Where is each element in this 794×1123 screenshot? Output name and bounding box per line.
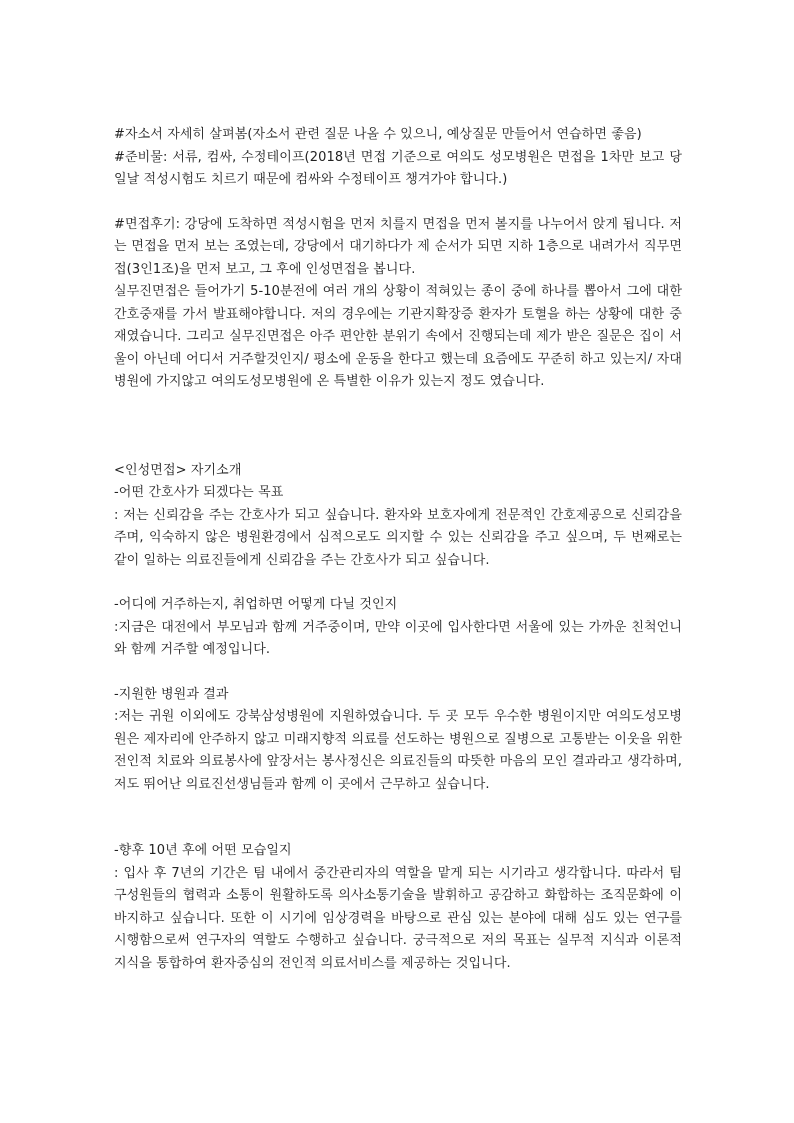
materials-note: #준비물: 서류, 컴싸, 수정테이프(2018년 면접 기준으로 여의도 성모병원은 면접을 1차만 보고 당일날 적성시험도 치르기 때문에 컴싸와 수정테이프 챙겨가야 합니다.) [114, 149, 682, 187]
personality-heading: <인성면접> 자기소개 [114, 462, 242, 478]
answer-3: :저는 귀원 이외에도 강북삼성병원에 지원하였습니다. 두 곳 모두 우수한 병원이지만 여의도성모병원은 제자리에 안주하지 않고 미래지향적 의료를 선도하는 병원으로 질병으로 고통받는 이웃을 위한 전인적 치료와 의료봉사에 앞장서는 봉사정신은 의료진들의 따뜻한 마음의 모인 결과라고 생각하며, 저도 뛰어난 의료진선생님들과 함께 이 곳에서 근무하고 싶습니다. [114, 709, 687, 792]
answer-4: : 입사 후 7년의 기간은 팀 내에서 중간관리자의 역할을 맡게 되는 시기라고 생각합니다. 따라서 팀 구성원들의 협력과 소통이 원활하도록 의사소통기술을 발휘하고 공감하고 화합하는 조직문화에 이바지하고 싶습니다. 또한 이 시기에 임상경력을 바탕으로 관심 있는 분야에 대해 심도 있는 연구를 시행함으로써 연구자의 역할도 수행하고 싶습니다. 궁극적으로 저의 목표는 실무적 지식과 이론적 지식을 통합하여 환자중심의 전인적 의료서비스를 제공하는 것입니다. [114, 865, 687, 971]
question-4: -향후 10년 후에 어떤 모습일지 [114, 843, 292, 858]
review-paragraph-2: 실무진면접은 들어가기 5-10분전에 여러 개의 상황이 적혀있는 종이 중에 하나를 뽑아서 그에 대한 간호중재를 가서 발표해야합니다. 저의 경우에는 기관지확장증 환자가 토혈을 하는 상황에 대한 중재였습니다. 그리고 실무진면접은 아주 편안한 분위기 속에서 진행되는데 제가 받은 질문은 집이 서울이 아닌데 어디서 거주할것인지/ 평소에 운동을 한다고 했는데 요즘에도 꾸준히 하고 있는지/ 자대병원에 가지않고 여의도성모병원에 온 특별한 이유가 있는지 정도 였습니다. [114, 284, 687, 389]
answer-2: :지금은 대전에서 부모님과 함께 거주중이며, 만약 이곳에 입사한다면 서울에 있는 가까운 친척언니와 함께 거주할 예정입니다. [114, 619, 682, 657]
review-paragraph-1: #면접후기: 강당에 도착하면 적성시험을 먼저 치를지 면접을 먼저 볼지를 나누어서 앉게 됩니다. 저는 면접을 먼저 보는 조였는데, 강당에서 대기하다가 제 순서가 되면 지하 1층으로 내려가서 직무면접(3인1조)을 먼저 보고, 그 후에 인성면접을 봅니다. [114, 216, 682, 277]
self-intro-note: #자소서 자세히 살펴봄(자소서 관련 질문 나올 수 있으니, 예상질문 만들어서 연습하면 좋음) [114, 127, 642, 142]
question-3: -지원한 병원과 결과 [114, 686, 229, 702]
answer-1: : 저는 신뢰감을 주는 간호사가 되고 싶습니다. 환자와 보호자에게 전문적인 간호제공으로 신뢰감을 주며, 익숙하지 않은 병원환경에서 심적으로도 의지할 수 있는 신뢰감을 주고 싶으며, 두 번째로는 같이 일하는 의료진들에게 신뢰감을 주는 간호사가 되고 싶습니다. [114, 507, 687, 568]
question-1: -어떤 간호사가 되겠다는 목표 [114, 485, 284, 500]
document-body [114, 124, 687, 975]
question-2: -어디에 거주하는지, 취업하면 어떻게 다닐 것인지 [114, 597, 398, 612]
